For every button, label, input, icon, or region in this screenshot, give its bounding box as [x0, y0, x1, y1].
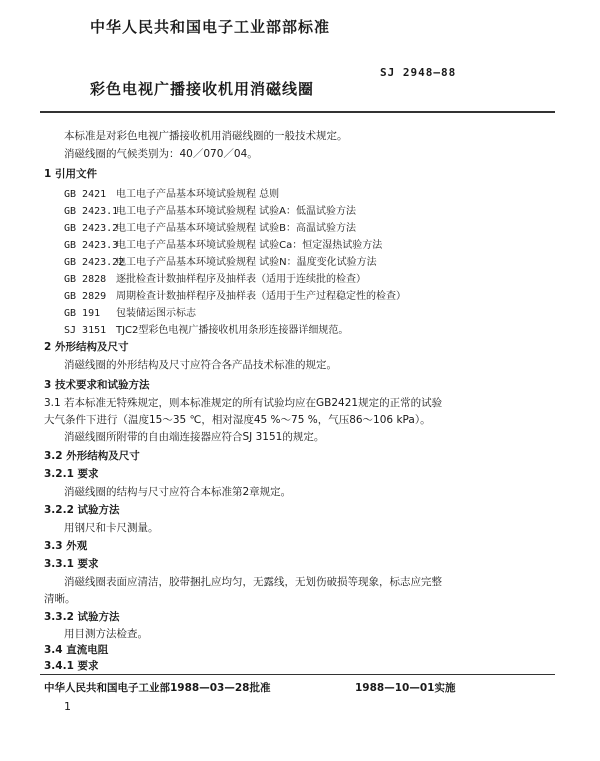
section-1-heading: 1 引用文件	[44, 168, 97, 180]
ref-item	[64, 219, 356, 234]
clause-3-2-2-text: 用钢尺和卡尺测量。	[64, 522, 159, 534]
ref-item	[64, 270, 366, 285]
clause-3-4-1-heading: 3.4.1 要求	[44, 660, 99, 672]
page-number: 1	[64, 700, 71, 713]
ref-title: 电工电子产品基本环境试验规程 试验N：温度变化试验方法	[116, 257, 377, 268]
ref-title: 包装储运图示标志	[116, 308, 196, 319]
intro-line-1: 本标准是对彩色电视广播接收机用消磁线圈的一般技术规定。	[64, 130, 348, 142]
ref-code: GB 2828	[64, 274, 107, 285]
clause-3-3-1-line-1: 消磁线圈表面应清洁，胶带捆扎应均匀，无露线，无划伤破损等现象，标志应完整	[64, 576, 442, 588]
ref-item	[64, 304, 196, 319]
standard-code: SJ 2948—88	[380, 66, 457, 79]
ref-code: GB 2421	[64, 189, 107, 200]
ref-code: SJ 3151	[64, 325, 107, 336]
ref-item	[64, 321, 348, 336]
ref-code: GB 2423.1	[64, 206, 119, 217]
clause-3-2-1-heading: 3.2.1 要求	[44, 468, 99, 480]
ref-code: GB 191	[64, 308, 101, 319]
clause-3-1-line-2: 大气条件下进行（温度15～35 ℃，相对湿度45 %～75 %，气压86～106 kPa）。	[44, 414, 431, 426]
ref-item	[64, 253, 377, 268]
clause-3-3-1-line-2: 清晰。	[44, 593, 76, 605]
ref-item	[64, 287, 406, 302]
effective-date: 1988—10—01实施	[355, 682, 456, 694]
footer-divider	[40, 674, 555, 675]
ref-item	[64, 236, 382, 251]
clause-3-3-2-heading: 3.3.2 试验方法	[44, 611, 120, 623]
ref-code: GB 2829	[64, 291, 107, 302]
standard-title: 彩色电视广播接收机用消磁线圈	[90, 80, 315, 98]
clause-3-2-2-heading: 3.2.2 试验方法	[44, 504, 120, 516]
clause-3-3-1-heading: 3.3.1 要求	[44, 558, 99, 570]
clause-3-1-line-3: 消磁线圈所附带的自由端连接器应符合SJ 3151的规定。	[64, 431, 325, 443]
section-2-text: 消磁线圈的外形结构及尺寸应符合各产品技术标准的规定。	[64, 359, 337, 371]
ref-item	[64, 185, 279, 200]
ref-code: GB 2423.3	[64, 240, 119, 251]
clause-3-1-line-1: 3.1 若本标准无特殊规定，则本标准规定的所有试验均应在GB2421规定的正常的试验	[44, 397, 443, 409]
ref-code: GB 2423.22	[64, 257, 125, 268]
ref-title: 电工电子产品基本环境试验规程 试验Ca：恒定湿热试验方法	[116, 240, 383, 251]
ref-title: 电工电子产品基本环境试验规程 试验B：高温试验方法	[116, 223, 357, 234]
ref-title: TJC2型彩色电视广播接收机用条形连接器详细规范。	[116, 325, 349, 336]
clause-3-3-heading: 3.3 外观	[44, 540, 88, 552]
ref-title: 周期检查计数抽样程序及抽样表（适用于生产过程稳定性的检查）	[116, 291, 406, 302]
clause-3-3-2-text: 用目测方法检查。	[64, 628, 148, 640]
header-divider	[40, 111, 555, 113]
clause-3-2-heading: 3.2 外形结构及尺寸	[44, 450, 140, 462]
clause-3-2-1-text: 消磁线圈的结构与尺寸应符合本标准第2章规定。	[64, 486, 292, 498]
intro-line-2: 消磁线圈的气候类别为：40／070／04。	[64, 148, 258, 160]
section-2-heading: 2 外形结构及尺寸	[44, 341, 129, 353]
clause-3-4-heading: 3.4 直流电阻	[44, 644, 109, 656]
approval-note: 中华人民共和国电子工业部1988—03—28批准	[44, 682, 271, 694]
ref-code: GB 2423.2	[64, 223, 119, 234]
ref-item	[64, 202, 356, 217]
ref-title: 电工电子产品基本环境试验规程 总则	[116, 189, 280, 200]
section-3-heading: 3 技术要求和试验方法	[44, 379, 150, 391]
ref-title: 电工电子产品基本环境试验规程 试验A：低温试验方法	[116, 206, 357, 217]
ref-title: 逐批检查计数抽样程序及抽样表（适用于连续批的检查）	[116, 274, 366, 285]
ministry-title: 中华人民共和国电子工业部部标准	[90, 18, 331, 36]
